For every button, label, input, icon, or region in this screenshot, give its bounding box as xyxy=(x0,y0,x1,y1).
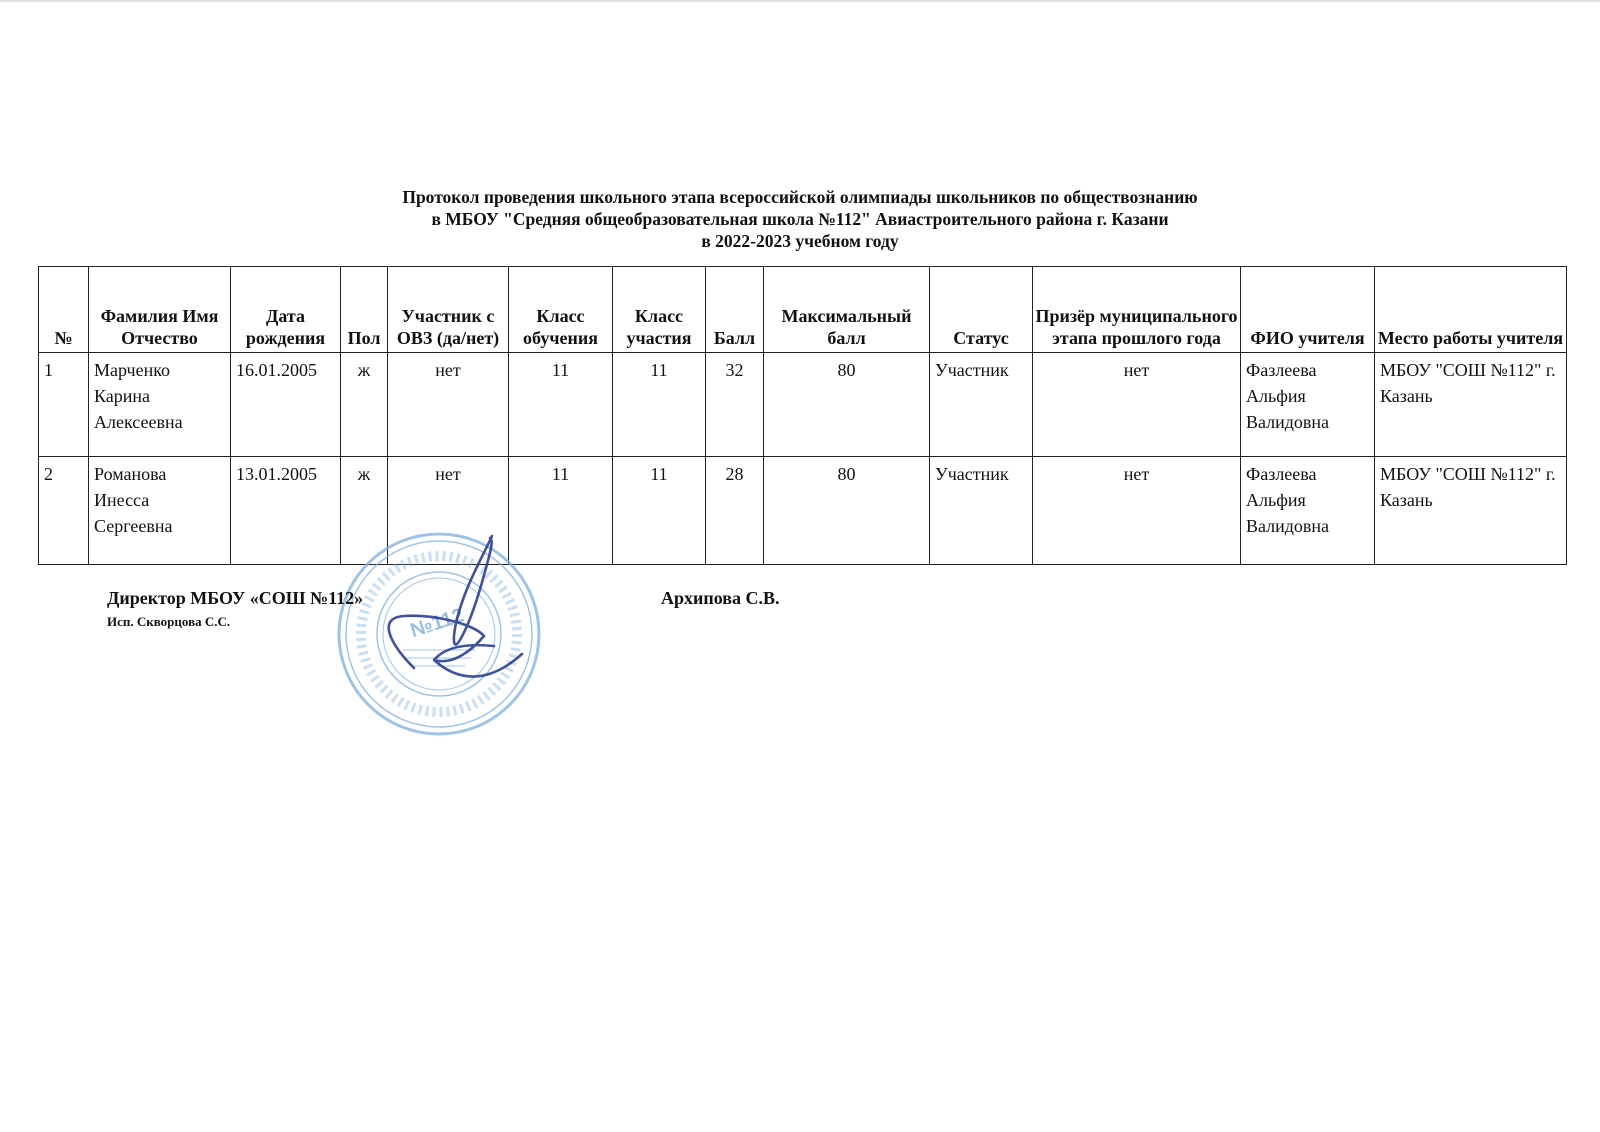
results-table xyxy=(38,266,1567,565)
table-row xyxy=(39,457,1567,565)
header-fio: Фамилия Имя Отчество xyxy=(89,267,231,353)
header-prize: Призёр муниципального этапа прошлого года xyxy=(1033,267,1241,353)
header-score: Балл xyxy=(706,267,764,353)
cell-max-score: 80 xyxy=(764,457,930,565)
header-workplace: Место работы учителя xyxy=(1375,267,1567,353)
director-name: Архипова С.В. xyxy=(661,588,780,608)
cell-sex: ж xyxy=(341,353,388,457)
header-max-score: Максимальный балл xyxy=(764,267,930,353)
header-status: Статус xyxy=(930,267,1033,353)
table-header-row xyxy=(39,267,1567,353)
cell-status: Участник xyxy=(930,457,1033,565)
title-line-2: в МБОУ "Средняя общеобразовательная школа №112" Авиастроительного района г. Казани xyxy=(431,209,1169,229)
cell-prize: нет xyxy=(1033,353,1241,457)
document-title xyxy=(0,186,1600,252)
cell-score: 28 xyxy=(706,457,764,565)
header-birth: Дата рождения xyxy=(231,267,341,353)
cell-fio: Романова Инесса Сергеевна xyxy=(89,457,231,565)
header-ovz: Участник с ОВЗ (да/нет) xyxy=(388,267,509,353)
scan-top-edge xyxy=(0,0,1600,3)
cell-num: 1 xyxy=(39,353,89,457)
cell-num: 2 xyxy=(39,457,89,565)
header-class-study: Класс обучения xyxy=(509,267,613,353)
cell-ovz: нет xyxy=(388,353,509,457)
title-line-1: Протокол проведения школьного этапа всероссийской олимпиады школьников по обществознанию xyxy=(402,187,1198,207)
director-signature xyxy=(374,528,534,698)
table-row xyxy=(39,353,1567,457)
cell-birth: 13.01.2005 xyxy=(231,457,341,565)
cell-birth: 16.01.2005 xyxy=(231,353,341,457)
cell-class-part: 11 xyxy=(613,457,706,565)
cell-class-study: 11 xyxy=(509,457,613,565)
cell-teacher: Фазлеева Альфия Валидовна xyxy=(1241,353,1375,457)
cell-sex: ж xyxy=(341,457,388,565)
director-label: Директор МБОУ «СОШ №112» xyxy=(107,588,364,608)
cell-score: 32 xyxy=(706,353,764,457)
header-class-part: Класс участия xyxy=(613,267,706,353)
seal-center-text: №112 xyxy=(407,604,467,643)
cell-class-study: 11 xyxy=(509,353,613,457)
header-num: № xyxy=(39,267,89,353)
cell-workplace: МБОУ "СОШ №112" г. Казань xyxy=(1375,457,1567,565)
cell-status: Участник xyxy=(930,353,1033,457)
header-teacher: ФИО учителя xyxy=(1241,267,1375,353)
title-line-3: в 2022-2023 учебном году xyxy=(701,231,899,251)
cell-max-score: 80 xyxy=(764,353,930,457)
executor-label: Исп. Скворцова С.С. xyxy=(107,614,231,629)
cell-class-part: 11 xyxy=(613,353,706,457)
cell-workplace: МБОУ "СОШ №112" г. Казань xyxy=(1375,353,1567,457)
cell-ovz: нет xyxy=(388,457,509,565)
cell-teacher: Фазлеева Альфия Валидовна xyxy=(1241,457,1375,565)
header-sex: Пол xyxy=(341,267,388,353)
cell-prize: нет xyxy=(1033,457,1241,565)
cell-fio: Марченко Карина Алексеевна xyxy=(89,353,231,457)
